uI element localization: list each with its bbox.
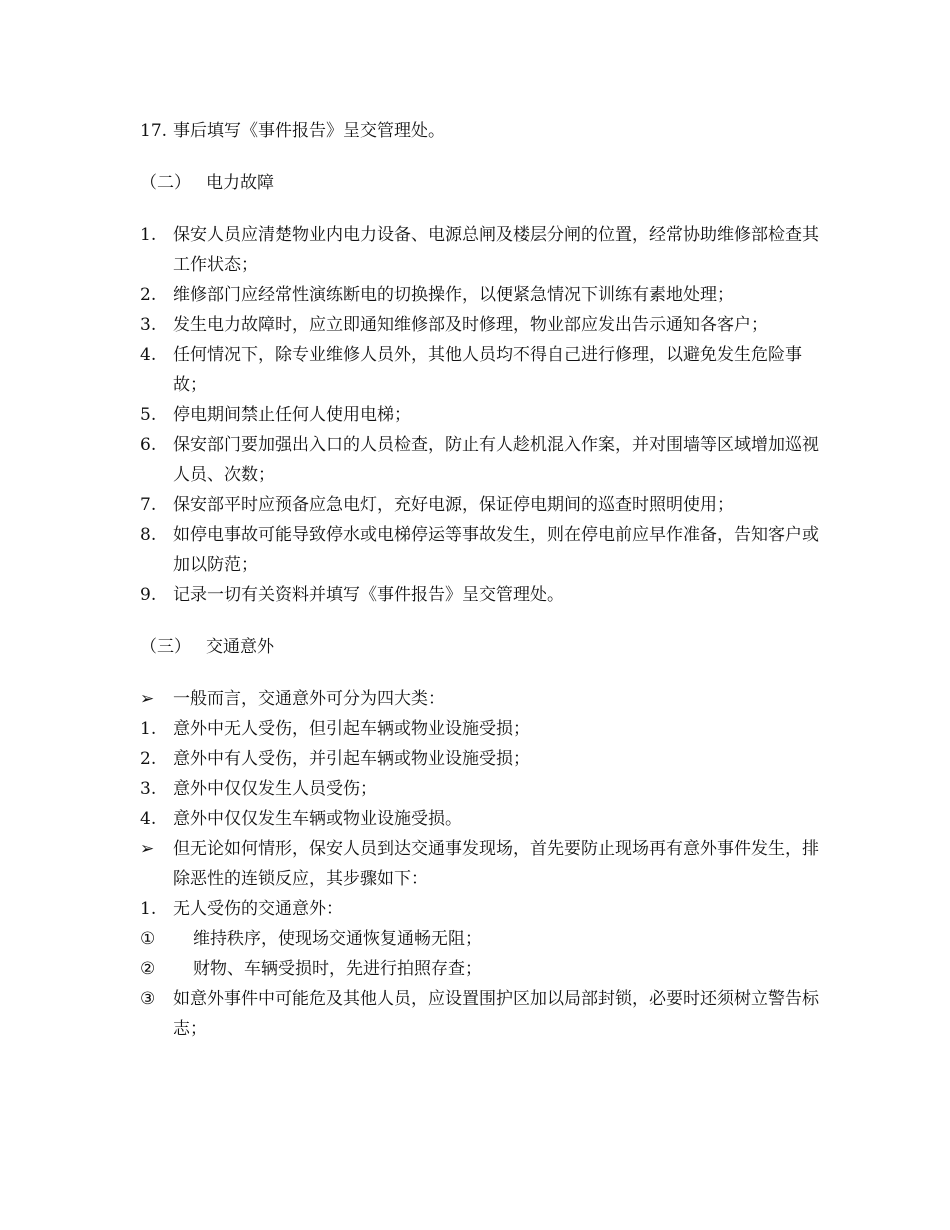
power-list <box>140 220 830 610</box>
list-text: 任何情况下，除专业维修人员外，其他人员均不得自己进行修理，以避免发生危险事故； <box>173 345 802 395</box>
arrow-bullet-icon: ➢ <box>140 689 155 709</box>
list-text: 维修部门应经常性演练断电的切换操作，以便紧急情况下训练有素地处理； <box>173 285 734 305</box>
list-item <box>140 744 830 774</box>
section-title: 交通意外 <box>206 637 274 657</box>
list-text: 维持秩序，使现场交通恢复通畅无阻； <box>193 929 482 949</box>
list-text: 事后填写《事件报告》呈交管理处。 <box>173 121 445 141</box>
list-text: 意外中仅仅发生车辆或物业设施受损。 <box>173 809 462 829</box>
step-item <box>140 924 830 954</box>
list-text: 停电期间禁止任何人使用电梯； <box>173 405 411 425</box>
list-text: 保安部平时应预备应急电灯，充好电源，保证停电期间的巡查时照明使用； <box>173 495 734 515</box>
list-text: 记录一切有关资料并填写《事件报告》呈交管理处。 <box>173 585 564 605</box>
list-marker: 3. <box>140 315 157 335</box>
list-marker: 4. <box>140 809 157 829</box>
circled-number: ① <box>140 929 156 949</box>
list-item <box>140 580 830 610</box>
step-item <box>140 954 830 984</box>
list-item <box>140 400 830 430</box>
intro-line <box>140 116 830 146</box>
step-item <box>140 984 830 1044</box>
list-text: 一般而言，交通意外可分为四大类： <box>173 689 445 709</box>
list-text: 财物、车辆受损时，先进行拍照存查； <box>193 959 482 979</box>
list-item <box>140 490 830 520</box>
list-marker: 3. <box>140 779 157 799</box>
arrow-bullet-icon: ➢ <box>140 839 155 859</box>
list-text: 意外中仅仅发生人员受伤； <box>173 779 377 799</box>
list-text: 如停电事故可能导致停水或电梯停运等事故发生，则在停电前应早作准备，告知客户或加以防范； <box>173 525 819 575</box>
list-item <box>140 894 830 924</box>
list-item <box>140 220 830 280</box>
list-item <box>140 430 830 490</box>
list-item <box>140 774 830 804</box>
traffic-list <box>140 684 830 1044</box>
list-marker: 17. <box>140 121 168 141</box>
list-item <box>140 340 830 400</box>
list-text: 意外中无人受伤，但引起车辆或物业设施受损； <box>173 719 530 739</box>
list-text: 意外中有人受伤，并引起车辆或物业设施受损； <box>173 749 530 769</box>
list-text: 发生电力故障时，应立即通知维修部及时修理，物业部应发出告示通知各客户； <box>173 315 768 335</box>
list-marker: 6. <box>140 435 157 455</box>
list-marker: 1. <box>140 899 157 919</box>
section-heading-traffic <box>140 632 830 662</box>
section-marker: （二） <box>140 173 191 193</box>
list-item <box>140 520 830 580</box>
section-marker: （三） <box>140 637 191 657</box>
list-text: 但无论如何情形，保安人员到达交通事发现场，首先要防止现场再有意外事件发生，排除恶性的连锁反应，其步骤如下： <box>173 839 819 889</box>
list-item <box>140 804 830 834</box>
list-marker: 2. <box>140 749 157 769</box>
list-marker: 9. <box>140 585 157 605</box>
section-title: 电力故障 <box>206 173 274 193</box>
list-marker: 7. <box>140 495 157 515</box>
list-text: 如意外事件中可能危及其他人员，应设置围护区加以局部封锁，必要时还须树立警告标志； <box>173 989 819 1039</box>
section-heading-power <box>140 168 830 198</box>
list-text: 保安人员应清楚物业内电力设备、电源总闸及楼层分闸的位置，经常协助维修部检查其工作状态； <box>173 225 819 275</box>
bullet-item <box>140 684 830 714</box>
list-marker: 5. <box>140 405 157 425</box>
circled-number: ② <box>140 959 156 979</box>
list-marker: 8. <box>140 525 157 545</box>
list-marker: 2. <box>140 285 157 305</box>
list-item <box>140 280 830 310</box>
list-marker: 1. <box>140 719 157 739</box>
list-item <box>140 714 830 744</box>
list-text: 保安部门要加强出入口的人员检查，防止有人趁机混入作案，并对围墙等区域增加巡视人员、次数； <box>173 435 819 485</box>
bullet-item <box>140 834 830 894</box>
list-text: 无人受伤的交通意外： <box>173 899 343 919</box>
list-item <box>140 310 830 340</box>
circled-number: ③ <box>140 989 156 1009</box>
list-marker: 1. <box>140 225 157 245</box>
list-marker: 4. <box>140 345 157 365</box>
